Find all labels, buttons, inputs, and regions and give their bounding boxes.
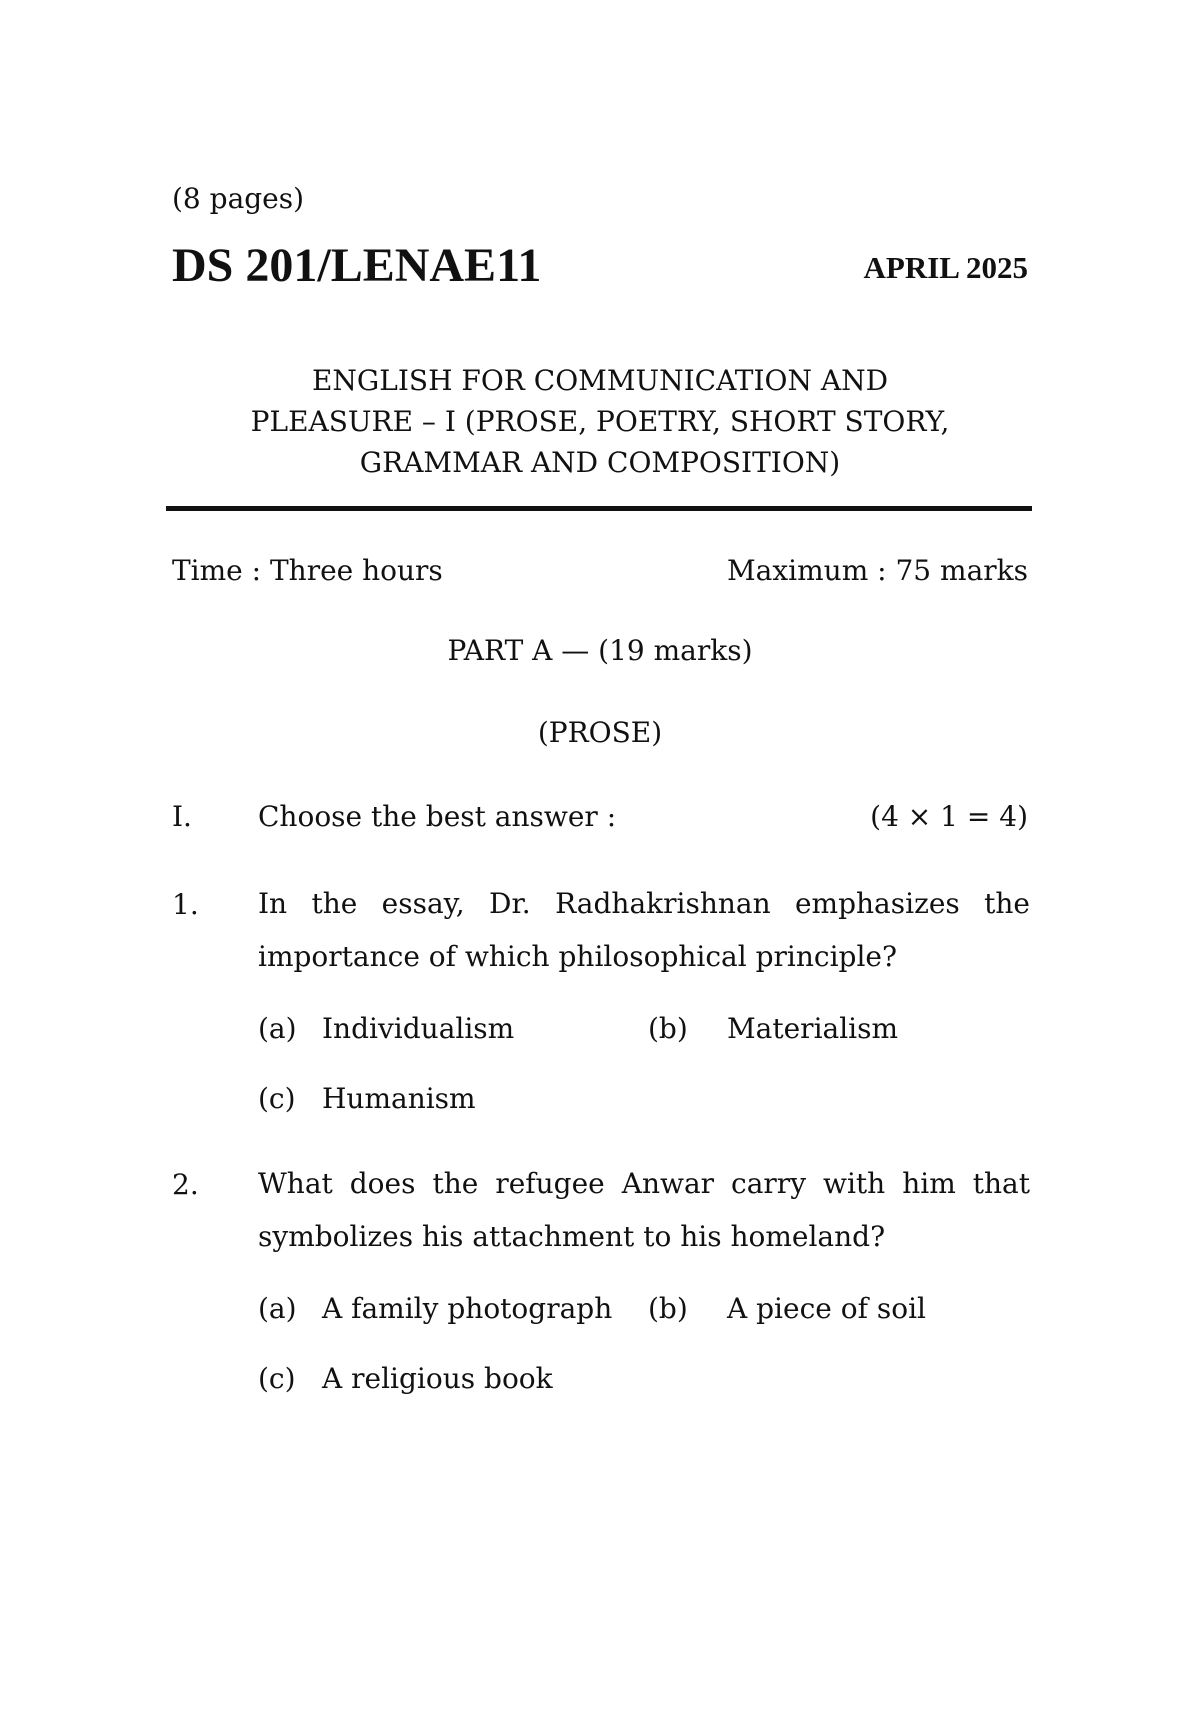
instruction-marks: (4 × 1 = 4) [870, 800, 1028, 833]
question-1-option-b-text: Materialism [727, 1012, 899, 1045]
instruction-number: I. [172, 800, 192, 833]
question-2-option-b-label: (b) [648, 1292, 688, 1325]
section-heading: (PROSE) [537, 716, 663, 749]
course-title-line-3: GRAMMAR AND COMPOSITION) [359, 446, 841, 479]
question-2-option-a-label: (a) [258, 1292, 297, 1325]
question-1-option-c-text: Humanism [322, 1082, 476, 1115]
maximum-marks: Maximum : 75 marks [727, 554, 1028, 587]
part-heading: PART A — (19 marks) [447, 634, 753, 667]
paper-code: DS 201/LENAE11 [172, 239, 542, 292]
question-1-text: In the essay, Dr. Radhakrishnan emphasizes the importance of which philosophical principle? [258, 887, 1030, 973]
question-1-option-b-label: (b) [648, 1012, 688, 1045]
instruction-text: Choose the best answer : [258, 800, 617, 833]
question-2-option-c-label: (c) [258, 1362, 296, 1395]
title-divider [166, 506, 1032, 511]
question-2-text: What does the refugee Anwar carry with him that symbolizes his attachment to his homeland? [258, 1167, 1030, 1253]
course-title-line-1: ENGLISH FOR COMMUNICATION AND [311, 364, 889, 397]
course-title [0, 360, 1200, 483]
page-count-note: (8 pages) [172, 182, 305, 215]
time-allowed: Time : Three hours [172, 554, 443, 587]
question-2-option-a-text: A family photograph [322, 1292, 613, 1325]
question-2-number: 2. [172, 1168, 199, 1201]
question-1-option-a-label: (a) [258, 1012, 297, 1045]
course-title-line-2: PLEASURE – I (PROSE, POETRY, SHORT STORY, [250, 405, 950, 438]
question-2-option-c-text: A religious book [322, 1362, 553, 1395]
question-1-option-c-label: (c) [258, 1082, 296, 1115]
question-2-option-b-text: A piece of soil [727, 1292, 926, 1325]
question-1-number: 1. [172, 888, 199, 921]
question-1-option-a-text: Individualism [322, 1012, 515, 1045]
exam-date: APRIL 2025 [863, 250, 1028, 285]
